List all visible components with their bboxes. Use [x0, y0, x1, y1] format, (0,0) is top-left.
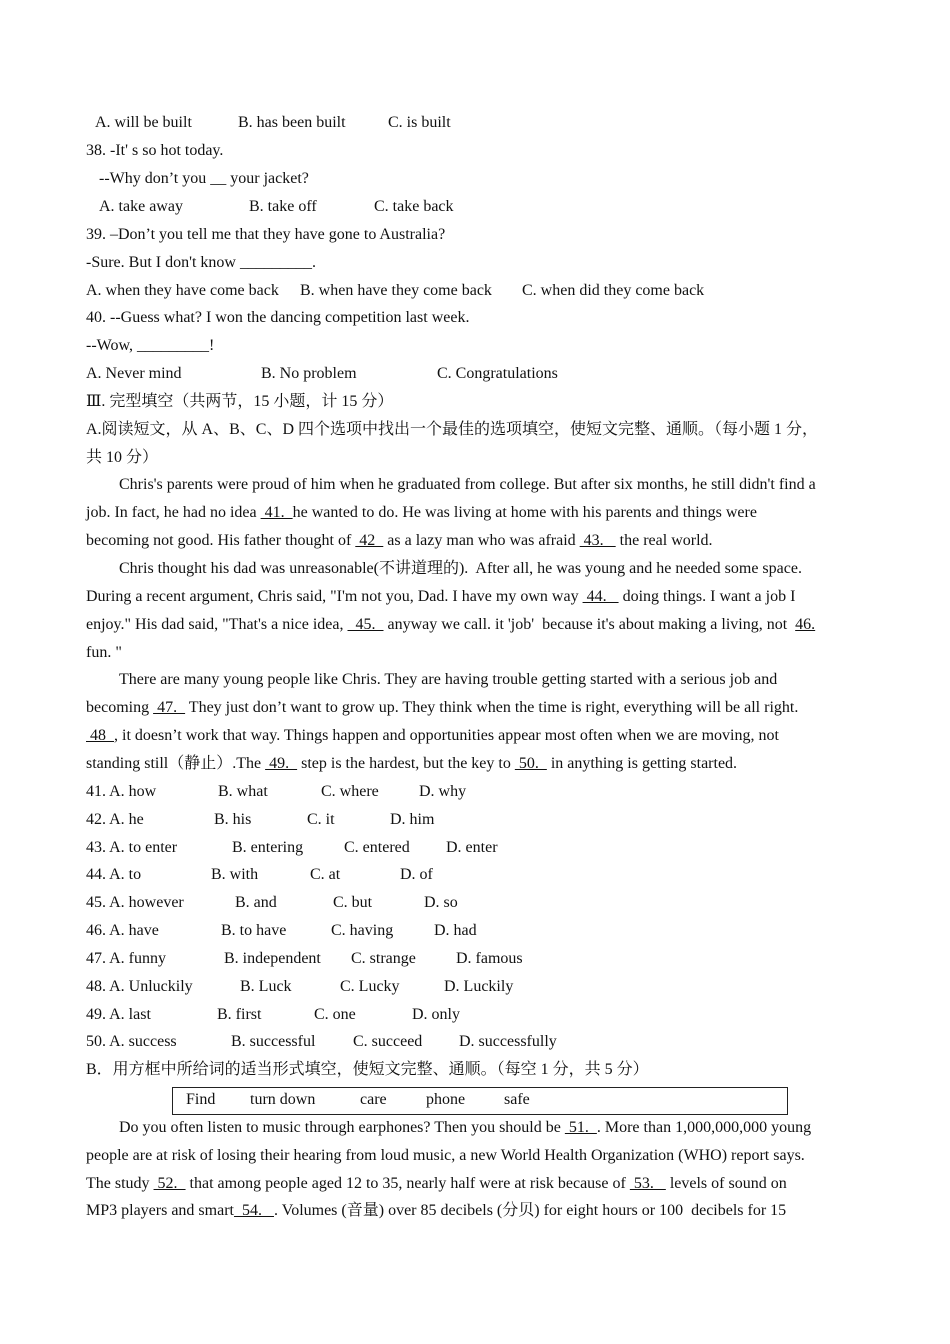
choice-c: C. strange [351, 950, 416, 967]
word-box-item: Find [186, 1091, 216, 1108]
choice-a: 42. A. he [86, 811, 144, 828]
choice-d: D. why [419, 783, 467, 800]
passage-b-line: people are at risk of losing their hearing from loud music, a new World Health Organization (WHO) report says. [86, 1147, 805, 1164]
q37-option-c: C. is built [388, 114, 451, 131]
q38-question: 38. -It' s so hot today. [86, 142, 224, 159]
choice-row [0, 1032, 950, 1054]
choice-row [0, 782, 950, 804]
choice-d: D. of [400, 866, 433, 883]
q39-dialogue: -Sure. But I don't know _________. [86, 254, 316, 271]
blank-44: 44. [582, 588, 619, 605]
choice-a: 41. A. how [86, 783, 157, 800]
choice-row [0, 893, 950, 915]
choice-row [0, 810, 950, 832]
blank-45: 45. [347, 616, 384, 633]
choice-row [0, 865, 950, 887]
blank-46: 46. [795, 616, 816, 633]
choice-b: B. to have [221, 922, 287, 939]
choice-c: C. it [307, 811, 335, 828]
passage-line: Chris thought his dad was unreasonable(不讲道理的). After all, he was young and he needed some space. [119, 560, 802, 577]
choice-c: C. Lucky [340, 978, 400, 995]
blank-54: 54. [233, 1202, 274, 1219]
choice-row [0, 977, 950, 999]
choice-c: C. at [310, 866, 341, 883]
word-box-item: care [360, 1091, 387, 1108]
passage-b-line: The study 52. that among people aged 12 to 35, nearly half were at risk because of 53. levels of sound on [86, 1175, 787, 1192]
choice-d: D. enter [446, 839, 498, 856]
q38-option-c: C. take back [374, 198, 454, 215]
choice-row [0, 921, 950, 943]
choice-d: D. so [424, 894, 458, 911]
word-box-item: turn down [250, 1091, 316, 1108]
q39-option-a: A. when they have come back [86, 282, 279, 299]
choice-b: B. Luck [240, 978, 292, 995]
part-a-instruction: A.阅读短文，从 A、B、C、D 四个选项中找出一个最佳的选项填空，使短文完整、通顺。（每小题 1 分， [86, 421, 819, 438]
blank-41: 41. [260, 504, 293, 521]
choice-d: D. only [412, 1006, 460, 1023]
choice-c: C. where [321, 783, 379, 800]
choice-d: D. Luckily [444, 978, 514, 995]
choice-b: B. first [217, 1006, 262, 1023]
choice-c: C. having [331, 922, 394, 939]
blank-42: 42 [355, 532, 384, 549]
q38-option-b: B. take off [249, 198, 317, 215]
word-box [172, 1087, 788, 1115]
choice-b: B. successful [231, 1033, 316, 1050]
q39-option-c: C. when did they come back [522, 282, 705, 299]
choice-a: 46. A. have [86, 922, 159, 939]
choice-b: B. entering [232, 839, 304, 856]
part-a-instruction-cont: 共 10 分） [86, 449, 159, 466]
section-title: Ⅲ. 完型填空（共两节，15 小题，计 15 分） [86, 393, 394, 410]
q37-option-a: A. will be built [95, 114, 192, 131]
choice-d: D. had [434, 922, 477, 939]
q38-dialogue: --Why don’t you __ your jacket? [99, 170, 309, 187]
passage-line: becoming not good. His father thought of 42 as a lazy man who was afraid 43. the real world. [86, 532, 713, 549]
passage-line: There are many young people like Chris. They are having trouble getting started with a serious job and [119, 671, 778, 688]
passage-line: becoming 47. They just don’t want to grow up. They think when the time is right, everything will be all right. [86, 699, 799, 716]
q40-question: 40. --Guess what? I won the dancing competition last week. [86, 309, 470, 326]
choice-c: C. one [314, 1006, 356, 1023]
choice-d: D. successfully [459, 1033, 557, 1050]
q40-option-b: B. No problem [261, 365, 357, 382]
choice-a: 43. A. to enter [86, 839, 178, 856]
part-b-instruction: B．用方框中所给词的适当形式填空，使短文完整、通顺。（每空 1 分，共 5 分） [86, 1061, 649, 1078]
blank-47: 47. [153, 699, 186, 716]
passage-line: job. In fact, he had no idea 41. he wanted to do. He was living at home with his parents and things were [86, 504, 757, 521]
choice-b: B. independent [224, 950, 321, 967]
choice-c: C. succeed [353, 1033, 423, 1050]
choice-d: D. famous [456, 950, 523, 967]
choice-b: B. and [235, 894, 277, 911]
passage-line: standing still（静止）.The 49. step is the hardest, but the key to 50. in anything is getting started. [86, 755, 738, 772]
choice-a: 45. A. however [86, 894, 184, 911]
q39-question: 39. –Don’t you tell me that they have gone to Australia? [86, 226, 446, 243]
q40-dialogue: --Wow, _________! [86, 337, 215, 354]
choice-c: C. entered [344, 839, 410, 856]
blank-43: 43. [579, 532, 616, 549]
choice-row [0, 949, 950, 971]
blank-50: 50. [514, 755, 547, 772]
blank-49: 49. [265, 755, 298, 772]
blank-51: 51. [564, 1119, 597, 1136]
passage-b-line: Do you often listen to music through earphones? Then you should be 51. . More than 1,000,000,000 young [119, 1119, 812, 1136]
choice-a: 44. A. to [86, 866, 142, 883]
choice-a: 48. A. Unluckily [86, 978, 193, 995]
choice-a: 47. A. funny [86, 950, 166, 967]
blank-53: 53. [629, 1175, 666, 1192]
q38-option-a: A. take away [99, 198, 183, 215]
word-box-item: phone [426, 1091, 466, 1108]
choice-d: D. him [390, 811, 435, 828]
choice-b: B. what [218, 783, 268, 800]
blank-48: 48 [86, 727, 114, 744]
passage-line: During a recent argument, Chris said, "I'm not you, Dad. I have my own way 44. doing things. I want a job I [86, 588, 796, 605]
passage-line: enjoy." His dad said, "That's a nice idea, 45. anyway we call. it 'job' because it's about making a living, not 46. [86, 616, 816, 633]
passage-line: Chris's parents were proud of him when he graduated from college. But after six months, he still didn't find a [119, 476, 816, 493]
choice-b: B. with [211, 866, 259, 883]
choice-a: 50. A. success [86, 1033, 177, 1050]
q40-option-a: A. Never mind [86, 365, 182, 382]
passage-b-line: MP3 players and smart 54. . Volumes (音量) over 85 decibels (分贝) for eight hours or 100 decibels for 15 [86, 1202, 787, 1219]
choice-c: C. but [333, 894, 373, 911]
q40-option-c: C. Congratulations [437, 365, 558, 382]
choice-a: 49. A. last [86, 1006, 151, 1023]
passage-line: fun. " [86, 644, 122, 661]
choice-b: B. his [214, 811, 252, 828]
choice-row [0, 1005, 950, 1027]
passage-line: 48 , it doesn’t work that way. Things happen and opportunities appear most often when we are moving, not [86, 727, 779, 744]
q37-option-b: B. has been built [238, 114, 346, 131]
blank-52: 52. [153, 1175, 186, 1192]
choice-row [0, 838, 950, 860]
q39-option-b: B. when have they come back [300, 282, 492, 299]
word-box-item: safe [504, 1091, 530, 1108]
